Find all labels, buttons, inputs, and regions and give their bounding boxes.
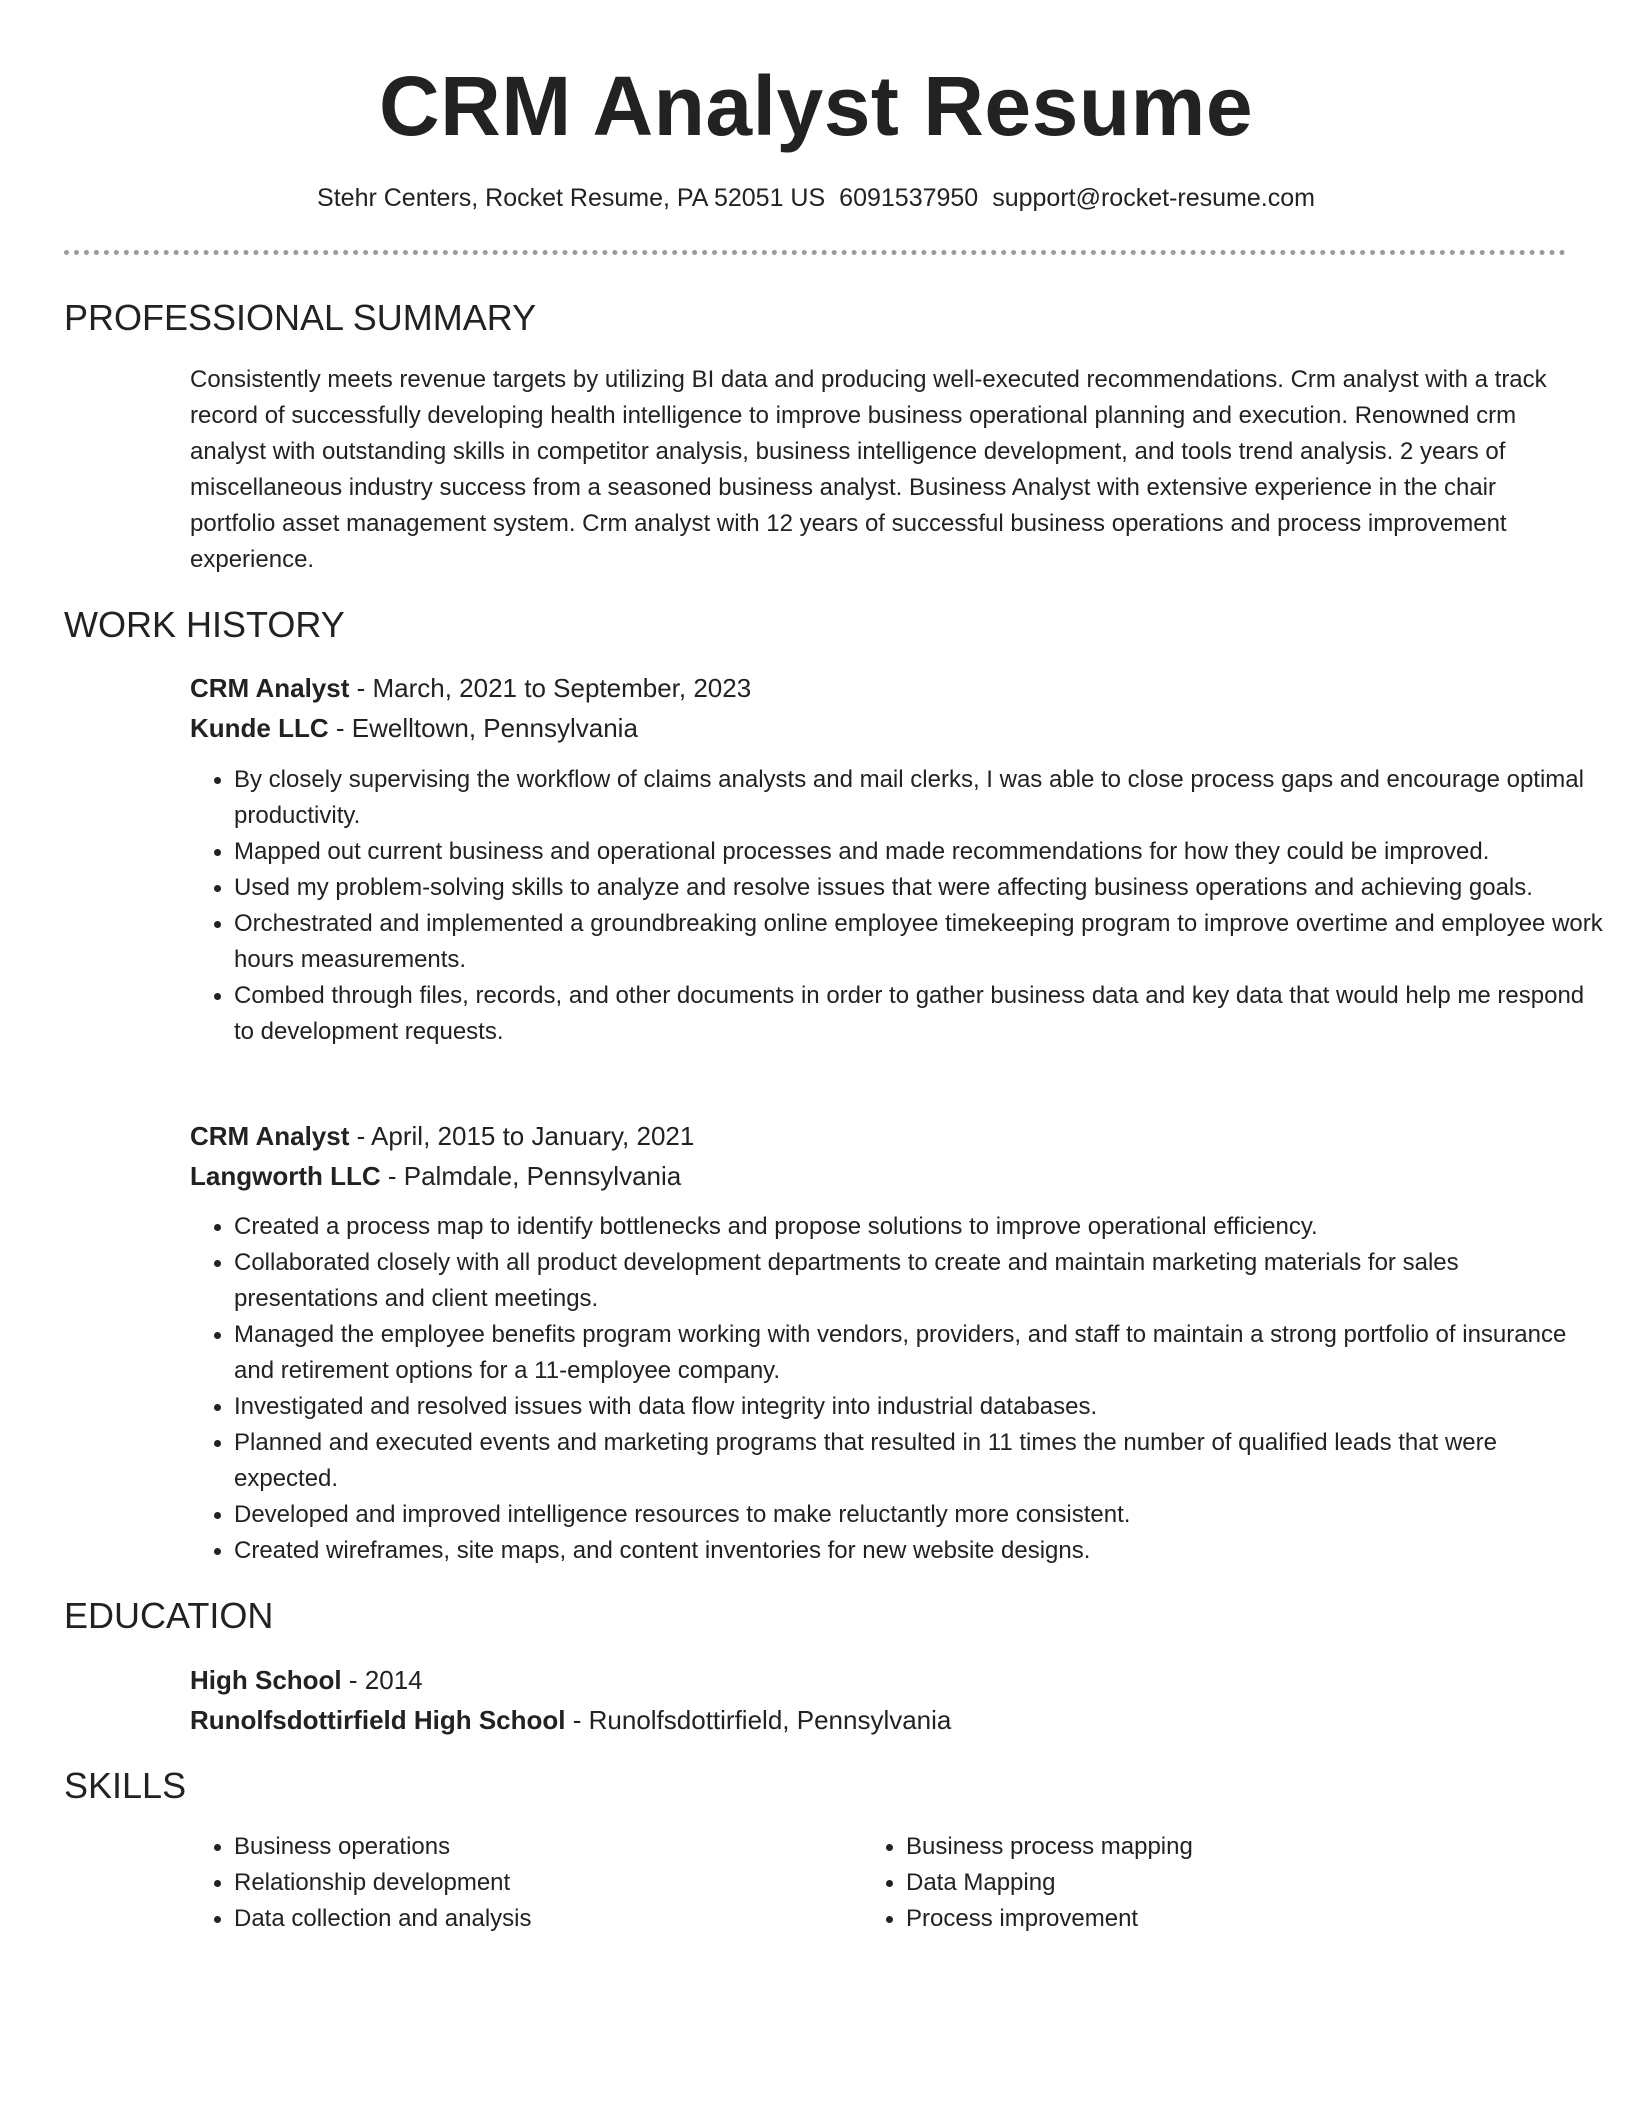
list-item: • Created a process map to identify bottlenecks and propose solutions to improve operational efficiency. [234, 1209, 1604, 1245]
list-item: • Process improvement [906, 1901, 1632, 1937]
list-item: • Relationship development [234, 1865, 1604, 1901]
list-item: • Data Mapping [906, 1865, 1632, 1901]
contact-line [0, 182, 1632, 214]
header-divider [64, 250, 1566, 255]
education-school: Runolfsdottirfield High School [190, 1705, 566, 1735]
education-school-line [190, 1700, 1560, 1740]
list-item: • Mapped out current business and operational processes and made recommendations for how they could be improved. [234, 834, 1604, 870]
summary-text: Consistently meets revenue targets by utilizing BI data and producing well-executed recommendations. Crm analyst with a track record of successfully developing health intelligence to improve business operational planning and execution. Renowned crm analyst with outstanding skills in competitor analysis, business intelligence development, and tools trend analysis. 2 years of miscellaneous industry success from a seasoned business analyst. Business Analyst with extensive experience in the chair portfolio asset management system. Crm analyst with 12 years of successful business operations and process improvement experience. [190, 366, 1547, 573]
job-2-title-line [190, 1116, 1560, 1156]
education-degree: High School [190, 1665, 342, 1695]
list-item: • By closely supervising the workflow of claims analysts and mail clerks, I was able to close process gaps and encourage optimal productivity. [234, 762, 1604, 834]
list-item: • Business process mapping [906, 1829, 1632, 1865]
job-2-title: CRM Analyst [190, 1121, 350, 1151]
education-degree-line [190, 1660, 1560, 1700]
list-item: • Investigated and resolved issues with data flow integrity into industrial databases. [234, 1389, 1604, 1425]
list-item: • Planned and executed events and marketing programs that resulted in 11 times the number of qualified leads that were expected. [234, 1425, 1604, 1497]
list-item: • Used my problem-solving skills to analyze and resolve issues that were affecting business operations and achieving goals. [234, 870, 1604, 906]
resume-title: CRM Analyst Resume [378, 59, 1254, 153]
work-history-heading: WORK HISTORY [64, 604, 345, 645]
summary-heading: PROFESSIONAL SUMMARY [64, 297, 537, 338]
job-1-title-line [190, 668, 1560, 708]
education-heading: EDUCATION [64, 1595, 274, 1636]
job-2-dates: - April, 2015 to January, 2021 [349, 1121, 695, 1151]
list-item: • Created wireframes, site maps, and content inventories for new website designs. [234, 1533, 1604, 1569]
job-2-bullets [190, 1209, 1604, 1569]
skills-heading: SKILLS [64, 1765, 187, 1806]
skills-list-right [862, 1829, 1632, 1937]
job-1-location: - Ewelltown, Pennsylvania [328, 713, 638, 743]
education-year: - 2014 [341, 1665, 423, 1695]
job-2-company-line [190, 1156, 1560, 1196]
contact-email: support@rocket-resume.com [992, 184, 1315, 212]
contact-phone: 6091537950 [839, 184, 979, 212]
list-item: • Business operations [234, 1829, 1604, 1865]
list-item: • Data collection and analysis [234, 1901, 1604, 1937]
list-item: • Developed and improved intelligence resources to make reluctantly more consistent. [234, 1497, 1604, 1533]
job-1-dates: - March, 2021 to September, 2023 [349, 673, 752, 703]
job-2-company: Langworth LLC [190, 1161, 381, 1191]
contact-address: Stehr Centers, Rocket Resume, PA 52051 US [317, 184, 826, 212]
job-1-company: Kunde LLC [190, 713, 329, 743]
list-item: • Combed through files, records, and other documents in order to gather business data and key data that would help me respond to development requests. [234, 978, 1604, 1050]
list-item: • Collaborated closely with all product development departments to create and maintain marketing materials for sales presentations and client meetings. [234, 1245, 1604, 1317]
list-item: • Orchestrated and implemented a groundbreaking online employee timekeeping program to improve overtime and employee work hours measurements. [234, 906, 1604, 978]
job-2-location: - Palmdale, Pennsylvania [380, 1161, 682, 1191]
job-1-bullets [190, 762, 1604, 1050]
list-item: • Managed the employee benefits program working with vendors, providers, and staff to maintain a strong portfolio of insurance and retirement options for a 11-employee company. [234, 1317, 1604, 1389]
job-1-title: CRM Analyst [190, 673, 350, 703]
job-1-company-line [190, 708, 1560, 748]
education-location: - Runolfsdottirfield, Pennsylvania [565, 1705, 952, 1735]
